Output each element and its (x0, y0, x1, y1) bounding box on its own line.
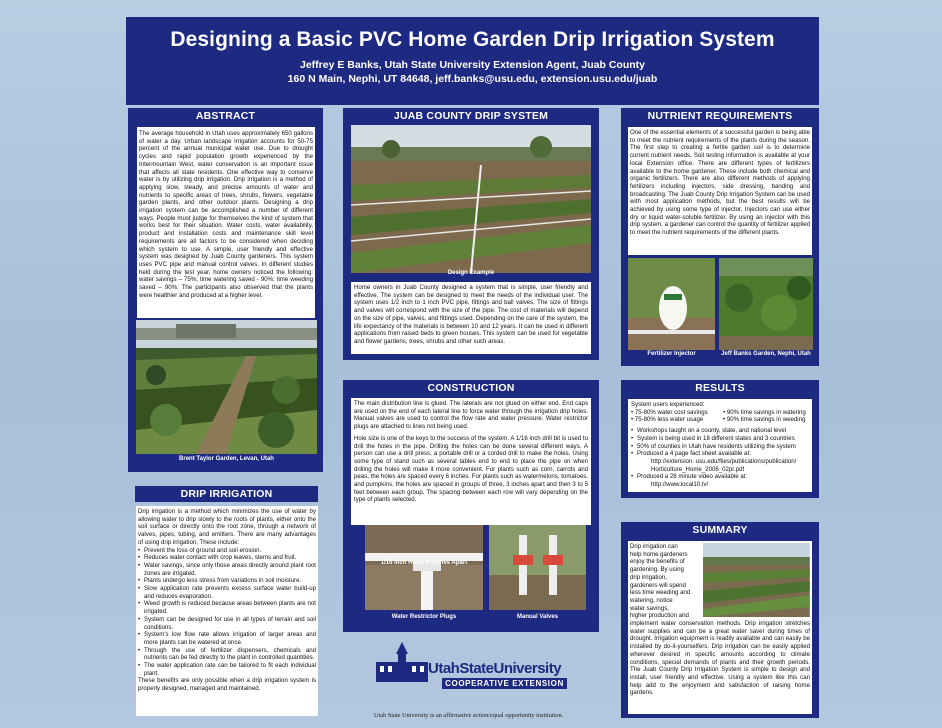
list-item: • Plants undergo less stress from variations in soil moisture. (138, 577, 316, 585)
fertilizer-injector-caption: Fertilizer Injector (647, 351, 696, 357)
results-pair-left: • 75-80% water cost savings (631, 408, 708, 416)
list-item: • System's low flow rate allows irrigation of larger areas and more plants can be watered at once. (138, 631, 316, 646)
results-intro: System users experienced: (631, 401, 705, 408)
design-example-photo (351, 125, 591, 273)
results-list (631, 427, 809, 458)
results-panel (621, 380, 819, 498)
fertilizer-injector-photo (628, 258, 715, 350)
construction-body (351, 398, 591, 525)
results-heading: RESULTS (695, 382, 745, 394)
summary-lines: Drip irrigation can help home gardeners enjoy the benefits of gardening. By using drip irrigation, gardeners will spend less time weeding and watering, notice water savings, higher production and (630, 543, 691, 620)
results-pair-left: • 75-80% less water usage (631, 416, 704, 424)
summary-text: implement water conservation methods. Drip irrigation stretches water supplies and can be a great water saver during times of drought. Irrigation equipment is readily available and can easily be installed by do-it-yourselfers. Drip irrigation can be easily applied wherever desired in specific amounts according to climate conditions, special demands of plants and their growth periods. The Juab County Drip Irrigation System is simple to design and install, user friendly and effective. Using a system like this can help add to the enjoyment and satisfaction of raising home gardens. (630, 620, 810, 697)
summary-heading: SUMMARY (692, 524, 748, 536)
manual-valves-photo (489, 525, 586, 610)
results-pair-row (631, 409, 809, 417)
results-pair-row (631, 416, 809, 424)
list-item: • Produced a 4 page fact sheet available at: (631, 450, 809, 458)
list-item: • Through the use of fertilizer dispensers, chemicals and nutrients can be fed directly to the plant in controlled quantities. (138, 647, 316, 662)
list-item: • Produced a 28 minute video available at: (631, 473, 809, 481)
abstract-body (137, 127, 315, 318)
fact-sheet-link-cont[interactable]: Horticulture_Home_2006_02pr.pdf (651, 465, 745, 473)
nutrient-text: One of the essential elements of a successful garden is being able to meet the nutrient requirements of the plants during the season. The first step to creating a fertile garden soil is to determine current nutrient needs. Soil testing information is available at your local Extension office. There are different types of fertilizers available to the home gardener. These include both chemical and organic fertilizers. There are also different methods of applying fertilizers including injectors, side dressing, banding and broadcasting. The Juab County Drip Irrigation System can be used with most application methods, but the best results will be achieved by using some type of injector. Injectors can use either dry or liquid water-soluble fertilizer. By using an injector with this drip system, a gardener can control the quantity of fertilizer applied to meet the nutrient requirements of the different plants. (630, 129, 810, 237)
old-main-building-icon (372, 640, 432, 684)
water-plugs-caption: Water Restrictor Plugs (391, 614, 457, 620)
list-item: • Weed growth is reduced because areas between plants are not irrigated. (138, 600, 316, 615)
list-item: • 50% of counties in Utah have residents utilizing the system (631, 443, 809, 451)
summary-panel (621, 522, 819, 718)
list-item: • Prevent the loss of ground and soil erosion. (138, 547, 316, 555)
banks-garden-caption: Jeff Banks Garden, Nephi, Utah (721, 351, 811, 357)
equal-opportunity-statement: Utah State University is an affirmative action/equal opportunity institution. (374, 712, 564, 719)
poster-header (126, 17, 819, 105)
drip-heading: DRIP IRRIGATION (180, 488, 273, 500)
summary-body (628, 541, 812, 714)
fact-sheet-link[interactable]: http://extension. usu.edu/files/publications/publication/ (651, 457, 797, 465)
summary-garden-photo (703, 543, 810, 617)
results-pair-right: • 90% time savings in weeding (723, 416, 806, 424)
construction-para2: Hole size is one of the keys to the success of the system. A 1/16 inch drill bit is used to drill the holes in the pipe. Drilling the holes can be done several different ways. A person can use a drill press, a portable drill or a corded drill to make the holes. Using some type of stand such as several tables end to end to place the pipe on when drilling the holes will make it more convenient. For plants such as corn, carrots and peas, the holes are spaced every 6 inches. For plants such as watermelons, tomatoes, and pumpkins, the holes are spaced in groups of three, 3 inches apart and then 3 to 5 feet between each group. The spacing between each row will vary depending on the type of plants selected. (354, 434, 588, 504)
nutrient-body (628, 127, 812, 255)
construction-para1: The main distribution line is glued. The laterals are not glued on either end. End caps are used on the end of each lateral line to force water through the irrigation drip holes. Manual valves are used to control the flow rate and water pressure. Water restrictor plugs are attached to lines not being used. (354, 400, 588, 431)
juab-body (351, 282, 591, 354)
drip-bullet-list (138, 547, 316, 678)
poster-title: Designing a Basic PVC Home Garden Drip Irrigation System (170, 28, 775, 51)
list-item: • System can be designed for use in all types of terrain and soil conditions. (138, 616, 316, 631)
drip-heading-bar (135, 486, 318, 502)
author-line: Jeffrey E Banks, Utah State University Extension Agent, Juab County (299, 59, 646, 71)
drip-body (136, 506, 318, 716)
nutrient-heading: NUTRIENT REQUIREMENTS (647, 110, 793, 122)
abstract-photo-caption: Brent Taylor Garden, Levan, Utah (179, 456, 274, 462)
abstract-text: The average household in Utah uses approximately 650 gallons of water a day. Urban landscape irrigation accounts for 50-75 percent of the annual municipal water use. Due to drought cycles and rapid population growth experienced by the Intermountain West, water conservation is an important issue that affects all state residents. One effective way to conserve water is by utilizing drip irrigation. Drip irrigation is a method of applying slow, steady, and precise amounts of water and nutrients to specific areas of trees, shrubs, flowers, vegetable garden plants, and other outdoor plants. Designing a drip irrigation system can be accomplished a number of different ways. People must judge for themselves the kind of system that works best for their situation. Water costs, water availability, product and installation costs and maintenance skill level requirements are all factors to be considered when deciding which system to use. A simple, user friendly and effective system was designed by Juab County gardeners. This system uses PVC pipe and manual control valves. In different studies held during the test year, home owners noticed the following: water savings – 75%; time watering saved - 90%; time weeding saved – 90%. The participants also observed that the plants were healthier and produced at a higher level. (139, 130, 313, 299)
drip-intro: Drip irrigation is a method which minimizes the use of water by allowing water to drip slowly to the roots of plants, either onto the soil surface or directly onto the root zone, through a network of valves, pipes, tubing, and emitters. There are many advantages of using drip irrigation. These include: (138, 508, 316, 546)
usu-logo-wordmark: UtahStateUniversity (428, 660, 562, 677)
banks-garden-photo (719, 258, 813, 350)
results-video-list (631, 473, 809, 481)
address-line: 160 N Main, Nephi, UT 84648, jeff.banks@usu.edu, extension.usu.edu/juab (287, 73, 658, 85)
cooperative-extension-label: COOPERATIVE EXTENSION (442, 678, 567, 689)
garden-photo-levan (136, 320, 317, 454)
results-body (628, 399, 812, 492)
drip-closing: These benefits are only possible when a drip irrigation system is properly designed, managed and maintained. (138, 677, 316, 693)
pipe-holes-photo (365, 525, 483, 610)
list-item: • System is being used in 18 different states and 3 countries (631, 435, 809, 443)
results-pair-right: • 90% time savings in watering (723, 408, 806, 416)
usu-extension-logo (372, 640, 572, 720)
list-item: • Reduces water contact with crop leaves, stems and fruit. (138, 554, 316, 562)
list-item: • Slow application rate prevents excess surface water build-up and reduces evaporation. (138, 585, 316, 600)
abstract-heading: ABSTRACT (195, 110, 256, 122)
juab-heading: JUAB COUNTY DRIP SYSTEM (393, 110, 549, 122)
nutrient-panel (621, 108, 819, 366)
list-item: • Workshops taught on a county, state, and national level (631, 427, 809, 435)
list-item: • The water application rate can be tailored to fit each individual plant. (138, 662, 316, 677)
abstract-panel (128, 108, 323, 472)
construction-panel (343, 380, 599, 632)
juab-panel (343, 108, 599, 360)
design-example-caption: Design Example (447, 270, 495, 276)
pipe-holes-caption: 1/16 Inch Holes 6 Inches Apart (380, 560, 468, 566)
video-link[interactable]: http://www.local10.tv/ (651, 481, 709, 489)
construction-heading: CONSTRUCTION (427, 382, 515, 394)
list-item: • Water savings, since only those areas directly around plant root zones are irrigated. (138, 562, 316, 577)
juab-text: Home owners in Juab County designed a system that is simple, user friendly and effective. The system can be designed to meet the needs of the individual user. The system uses 1/2 inch to 1 inch PVC pipe, fittings and ball valves. The size of fittings and valves will correspond with the size of the pipe. The cost of materials will depend on the size of pipe, valves, and fittings used. Depending on the care of the system, the life expectancy of the materials is between 10 and 12 years. It can be used in different applications from raised beds to green houses. This system can be used for vegetable and flower gardens, trees, shrubs and other such areas. (354, 284, 588, 345)
manual-valves-caption: Manual Valves (516, 614, 559, 620)
